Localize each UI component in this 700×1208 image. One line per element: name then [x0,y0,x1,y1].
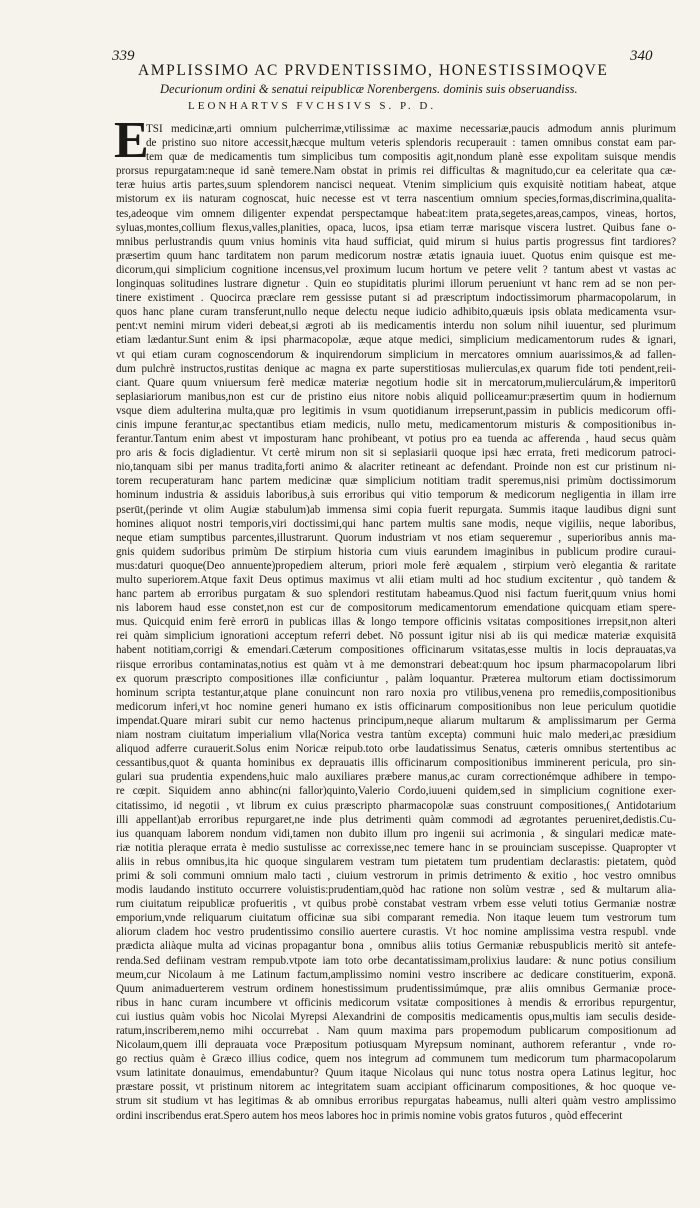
text-line: meum,cur Nicolaum à me Latinum factum,amplissimo nomini vestro inscribere ac dedicare constituerim, exponā. [116,968,676,981]
text-line: torem recuperaturam hanc partem medicinæ quæ simplicium notitiam tradit speremus,nisi primùm doctissimorum [116,475,676,488]
text-line: re cœpit. Siquidem anno abhinc(ni fallor)quinto,Valerio Cordo,iuueni quidem,sed in simplicium cognitione exer- [116,785,676,798]
text-line: syluas,montes,collium flexus,valles,planities, opaca, lucos, ipsa etiam terræ marisque viscera lustret. Quibus fane o- [116,221,676,234]
text-line: mus:daturi quoque(Deo annuente)propediem alterum, priori mole ferè æqualem , stirpium verò elegantia & raritate [116,559,676,572]
text-line: primi & soli communi omnium malo tacti , ciuium vestrorum in primis detrimento & exitio , hoc vestro omnibus [116,869,676,882]
text-line: modis laudando instituto occurrere voluistis:prudentiam,quòd hac ratione non solùm vestræ , sed & multarum alia- [116,884,676,897]
text-line: ribus in hanc curam incumbere vt officinis medicorum vsitatæ compositiones à mendis & erroribus repurgentur, [116,996,676,1009]
text-line: præsertim quum hanc tarditatem non parum medicorum nostræ ætatis ignauia iuuet. Quotus enim quisque est me- [116,249,676,262]
text-line: cinis impune ferantur,ac spectantibus etiam medicis, nullo metu, medicamentorum misturis & compositionibus in- [116,418,676,431]
text-line: medicorum inferi,vt hoc nomine generi humano ex istis officinarum compositionibus non leue periculum quotidie [116,700,676,713]
dedication-body-text [116,122,676,1182]
text-line: prorsus repurgatam:neque id sanè temere.Nam obstat in primis rei difficultas & magnitudo,cur ea celeritate qua cæ- [116,165,676,178]
text-line: emporium,vnde reliquarum ciuitatum officinæ sua sibi comparant remedia. Non itaque leuem tum vestrorum tum [116,912,676,925]
text-line: impendat.Quare mirari subit cur nemo hactenus principum,neque aliarum multarum & amplissimarum per Germa [116,714,676,727]
text-line: ius quanquam laborem nondum vidi,tamen non dubito illum pro ingenii sui acrimonia , & singulari medicæ mate- [116,827,676,840]
text-line: dum pulchrè instructos,rustitas denique ac magna ex parte superstitiosas mulierculas,ex quarum fide toti pendent,reii- [116,362,676,375]
text-line: mnibus perlustrandis quum vnius hominis vita haud sufficiat, quid mirum si huius partis progressus fint tardiores? [116,235,676,248]
text-line: neque etiam sumptibus parcentes,illustrarunt. Quorum industriam vt nos etiam sequeremur , superioribus annis ma- [116,531,676,544]
text-line: vsum latinitate donauimus, emendabuntur? Quum itaque Nicolaus qui nunc totus nostra opera Latinus legitur, hoc [116,1067,676,1080]
dedication-title: AMPLISSIMO AC PRVDENTISSIMO, HONESTISSIMOQVE [138,62,609,79]
text-line: riisque erroribus contaminatas,notius est quàm vt à me demonstrari debeat:quum hoc ipsum pharmacopolarum libri [116,658,676,671]
text-line: dicorum,qui simplicium cognitione incensus,vel proximum lucum hortum ve petere velit ? tantum abest vt vastas ac [116,263,676,276]
text-line: vt qui etiam curam cognoscendorum & inquirendorum simplicium in mercatores omnium auarissimos,& ad fallen- [116,348,676,361]
text-line: habent notitiam,corrigi & emendari.Cæterum compositiones officinarum vsitatas,esse multis in locis deprauatas,va [116,644,676,657]
text-line: de pristino suo nitore accessit,hæcque multum veteris splendoris recuperauit : tamen omnibus constat eam par- [146,137,676,150]
text-line: homines aliquot nostri temporis,viri doctissimi,qui hanc partem multis sane modis, neque vigiliis, neque laboribus, [116,517,676,530]
text-line: Nicolaum,quem illi deprauata voce Præpositum potiusquam Myrepsum nominant, authorem referantur , vnde ro- [116,1039,676,1052]
text-line: renda.Sed defiinam vestram rempub.vtpote iam toto orbe decantatissimam,prolixius laudare: & nunc potius consilium [116,954,676,967]
text-line: gnis quidem sudoribus primùm De stirpium historia cum viuis earundem imaginibus in publicum prodire curaui- [116,545,676,558]
text-line: tes,adeoque vim omnem diligenter expendat perspectamque habeat:item prata,segetes,areas,campos, vineas, hortos, [116,207,676,220]
text-line: quos hanc plane curam transferunt,nullo neque delectu neque iudicio adhibito,quæuis ipsis oblata medicamenta vsur- [116,306,676,319]
folio-number-left: 339 [112,48,135,64]
text-line: nio,tanquam sibi per manus tradita,forti animo & alacriter retineant ac defendant. Proinde non est cur pristinum ni- [116,461,676,474]
text-line: longinquas solitudines lustrare dignetur . Quin eo stupiditatis plurimi illorum perueniunt vt hanc rem ad se non per- [116,278,676,291]
text-line: mistorum ex iis naturam cognoscat, huic necesse est vt terra nascentium omnium species,formas,discrimina,qualita- [116,193,676,206]
drop-cap-initial: E [114,112,149,169]
text-line: teræ huius artis partes,suum splendorem nancisci nequeat. Vtenim simplicium quis exquisitè notitiam habeat, atque [116,179,676,192]
text-line: rum ciuitatum reipublicæ profueritis , vt quibus probè constabat vestram vrbem esse veluti totius Germaniæ nostræ [116,898,676,911]
text-line: multo superiorem.Atque faxit Deus optimus maximus vt alii etiam multi ad hoc studium excitentur , quò tandem & [116,574,676,586]
text-line: aliquod adferre curauerit.Solus enim Noricæ reipub.toto orbe laudatissimus Senatus, cæteris omnibus stertentibus ac [116,743,676,756]
text-line: vsque diem adulterina multa,quæ pro legitimis in vsum quotidianum irrepserunt,passim in publicis medicorum offi- [116,404,676,417]
folio-number-right: 340 [630,48,653,64]
text-line: nis laborem haud esse constet,non est cur de compositorum medicamentorum emendatione quicquam etiam spere- [116,602,676,615]
text-line: gulari sua prudentia expendens,huic malo auxiliares præbere manus,ac curam correctionémque adhibere in tempo- [116,771,676,784]
text-line: niam nostram ciuitatum imperialium vlla(Norica vestra tantùm excepta) communi huic malo mederi,ac præsidium [116,729,676,742]
text-line: ordini inscribendus erat.Spero autem hos meos labores hoc in primis nomine vobis gratos futuros , quòd effecerint [116,1109,623,1122]
text-line: hominum scripta testantur,atque plane conuincunt non raro noxia pro vtilibus,venena pro remediis,compositionibus [116,686,676,699]
text-line: tem quæ de medicamentis tum simplicibus tum compositis agit,nondum planè esse expolitam suisque mendis [146,151,676,164]
text-line: go rectius quàm è Græco illius codice, quem nos integrum ad communem tum medicorum tum pharmacopolarum [116,1053,676,1066]
text-line: TSI medicinæ,arti omnium pulcherrimæ,vtilissimæ ac maxime necessariæ,paucis admodum annis plurimum [146,123,676,135]
text-line: etiam lædantur.Sunt enim & ipsi pharmacopolæ, æque atque medici, simplicium medicamentorum rudes & ignari, [116,334,676,347]
dedication-subtitle: Decurionum ordini & senatui reipublicæ Norenbergens. dominis suis obseruandiss. [160,82,578,96]
text-line: rei quàm simplicium ignorationi acceptum referri debet. Nō possunt igitur nisi ab iis qui medicæ materiæ exquisitā [116,630,676,643]
text-line: mus. Quicquid enim ferè errorū in publicas illas & longo tempore officinis vsitatas compositiones irrepsit,non alteri [116,616,676,629]
text-line: aliis in rebus omnibus,ita hic quoque singularem vestram tum pietatem tum prudentiam declarastis: pietatem, quòd [116,855,676,868]
text-line: strum sit studium vt has legitimas & ab omnibus erroribus repurgatas habeamus, nulli alteri quàm vestro amplissimo [116,1095,676,1108]
text-line: cessantibus,quot & quanta hominibus ex deprauatis illis officinarum compositionibus imminerent pericula, pro sin- [116,757,676,770]
text-line: ratum,inscriberem,nemo mihi occurrebat . Nam quum maxima pars propemodum publicarum compositionum ad [116,1025,676,1037]
text-line: ex quorum præscripto compositiones illæ conficiuntur , palàm loquantur. Præterea multorum etiam doctissimorum [116,672,676,685]
text-line: pserūt,(perinde vt olim Augiæ stabulum)ab immensa simi copia fuerit repurgata. Summis itaque laudibus digni sunt [116,503,676,516]
text-line: hanc partem ab erroribus purgatam & suo splendori restitutam habeamus.Quod nisi factum fuerit,quum vnius homi [116,588,676,601]
text-line: tinere existiment . Quocirca præclare rem gessisse putant si ad præscriptum indoctissimorum pharmacopolarum, in [116,292,676,305]
text-line: prædicta aliàque multa ad vicinas propagantur bona , omnibus aliis totius Germaniæ rebuspublicis meritò sit antefe- [116,940,676,953]
text-line: pro aris & focis digladientur. Vt certè mirum non sit si seplasiarii quoque ipsi hæc errata, freti medicorum patroci- [116,447,676,460]
text-line: hominum industria & assiduis laboribus,à suis erroribus qui vitio temporum & medicorum negligentia in illam irre [116,489,676,502]
text-line: pent:vt nemini mirum videri debeat,si ægroti ab iis medicamentis interdu non solum nihil iuuentur, sed plurimum [116,320,676,333]
author-salutation: LEONHARTVS FVCHSIVS S. P. D. [188,100,437,112]
text-line: seplasiariorum manibus,non est cur de pristino eius nitore nobis aliquid polliceamur:præsertim quum in hodiernum [116,390,676,403]
text-line: citatissimo, id negotii , vt librum ex cuius præscripto pharmacopolæ suas construunt compositiones,( Antidotarium [116,799,676,812]
text-line: ferantur.Tantum enim abest vt imposturam hanc prohibeant, vt potius pro ea tuenda ac afferenda , haud secus quàm [116,433,676,446]
text-line: riæ notitia pleraque errata è medio sustulisse ac correxisse,nec temere hanc in se prouinciam suscepisse. Quapropter vt [116,841,676,854]
text-line: illi appellant)ab erroribus repurgaret,ne inde plus detrimenti quàm commodi ad ægrotantes perueniret,dedistis.Cu- [116,813,676,826]
text-line: aliorum cladem hoc vestro prudentissimo consilio auertere curastis. Vt hoc nomine amplissima vestra respubl. vnde [116,926,676,939]
text-line: præstare possit, vt pristinum nitorem ac integritatem suam accipiant officinarum compositiones, & hoc quoque ve- [116,1081,676,1094]
text-line: ciant. Quare quum vniuersum ferè medicæ materiæ negotium hodie sit in mercatorum,mulierculárum,& imperitorū [116,376,676,389]
text-line: Quum animaduerterem vestrum ordinem honestissimum prudentissimúmque, præ aliis omnibus Germaniæ proce- [116,982,676,995]
text-line: cui iustius quàm vobis hoc Nicolai Myrepsi Alexandrini de compositis medicamentis opus,multis iam seculis deside- [116,1010,676,1023]
